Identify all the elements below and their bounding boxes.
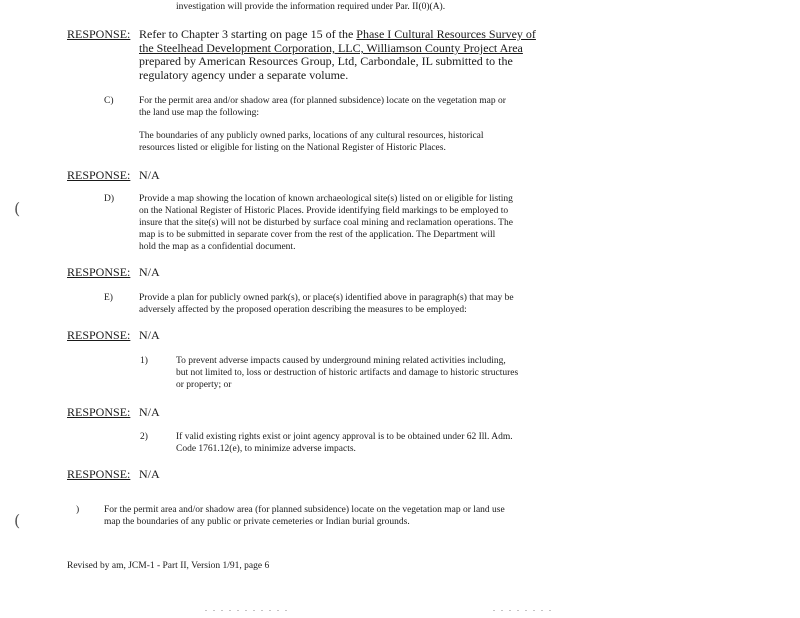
item-number: 2)	[140, 432, 148, 442]
response-text-line: regulatory agency under a separate volume.	[139, 68, 349, 82]
response-value: N/A	[139, 168, 160, 182]
item-text-line: map the boundaries of any public or private cemeteries or Indian burial grounds.	[104, 517, 410, 527]
item-text-line: To prevent adverse impacts caused by underground mining related activities including,	[176, 356, 506, 366]
item-text-line: Provide a plan for publicly owned park(s), or place(s) identified above in paragraph(s) that may be	[139, 293, 514, 303]
item-letter: )	[76, 505, 80, 515]
item-letter: E)	[104, 293, 113, 303]
item-text-line: The boundaries of any publicly owned parks, locations of any cultural resources, historical	[139, 131, 484, 141]
top-continuation-line: investigation will provide the information required under Par. II(0)(A).	[176, 2, 446, 12]
item-text-line: or property; or	[176, 380, 232, 390]
item-text-line: adversely affected by the proposed operation describing the measures to be employed:	[139, 305, 467, 315]
item-text-line: but not limited to, loss or destruction of historic artifacts and damage to historic structures	[176, 368, 519, 378]
report-title-part: Phase I Cultural Resources Survey of	[356, 27, 536, 41]
item-letter: D)	[104, 194, 115, 204]
margin-mark: (	[14, 511, 21, 530]
item-text-line: Code 1761.12(e), to minimize adverse impacts.	[176, 444, 356, 454]
item-text-line: For the permit area and/or shadow area (for planned subsidence) locate on the vegetation map or land use	[104, 505, 505, 515]
response-label: RESPONSE:	[67, 168, 131, 182]
item-text-line: on the National Register of Historic Places. Provide identifying field markings to be employed to	[139, 206, 509, 216]
item-text-line: If valid existing rights exist or joint agency approval is to be obtained under 62 Ill. Adm.	[176, 432, 513, 442]
response-value: N/A	[139, 265, 160, 279]
response-label: RESPONSE:	[67, 265, 131, 279]
response-label: RESPONSE:	[67, 328, 131, 342]
item-text-line: insure that the site(s) will not be disturbed by surface coal mining and reclamation operations. The	[139, 218, 513, 228]
item-text-line: resources listed or eligible for listing on the National Register of Historic Places.	[139, 143, 446, 153]
scan-artifact-dots: . . . . . . . . . . .	[205, 604, 289, 613]
item-text-line: hold the map as a confidential document.	[139, 242, 296, 252]
report-title-part: the Steelhead Development Corporation, LLC, Williamson County Project Area	[139, 41, 523, 55]
page-footer: Revised by am, JCM-1 - Part II, Version 1/91, page 6	[67, 561, 270, 571]
item-text-line: Provide a map showing the location of known archaeological site(s) listed on or eligible for listing	[139, 194, 513, 204]
item-text-line: the land use map the following:	[139, 108, 260, 118]
response-label: RESPONSE:	[67, 405, 131, 419]
response-label: RESPONSE:	[67, 27, 131, 41]
margin-mark: (	[14, 199, 21, 218]
response-value: N/A	[139, 328, 160, 342]
item-text-line: For the permit area and/or shadow area (for planned subsidence) locate on the vegetation map or	[139, 96, 506, 106]
response-value: N/A	[139, 405, 160, 419]
item-text-line: map is to be submitted in separate cover from the rest of the application. The Department will	[139, 230, 496, 240]
item-number: 1)	[140, 356, 148, 366]
item-letter: C)	[104, 96, 114, 106]
response-value: N/A	[139, 467, 160, 481]
scan-artifact-dots: . . . . . . . .	[493, 604, 553, 613]
response-label: RESPONSE:	[67, 467, 131, 481]
response-text-line: prepared by American Resources Group, Ltd, Carbondale, IL submitted to the	[139, 54, 513, 68]
response-text-line: Refer to Chapter 3 starting on page 15 of the Phase I Cultural Resources Survey of	[139, 27, 536, 41]
